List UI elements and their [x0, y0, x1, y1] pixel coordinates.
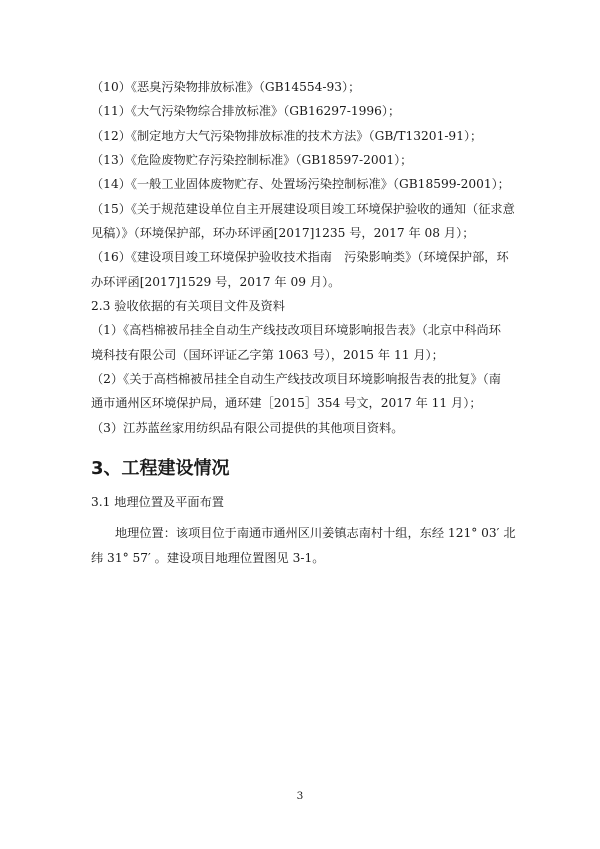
reference-3: （3）江苏蓝丝家用纺织品有限公司提供的其他项目资料。: [91, 421, 404, 435]
location-paragraph-line2: 纬 31° 57′ 。建设项目地理位置图见 3-1。: [91, 551, 325, 565]
standard-item-10: （10）《恶臭污染物排放标准》（GB14554-93）；: [91, 80, 361, 94]
standard-item-14: （14）《一般工业固体废物贮存、处置场污染控制标准》（GB18599-2001）；: [91, 177, 510, 191]
reference-1-line1: （1）《高档棉被吊挂全自动生产线技改项目环境影响报告表》（北京中科尚环: [91, 323, 501, 337]
standard-item-15-line1: （15）《关于规范建设单位自主开展建设项目竣工环境保护验收的通知（征求意: [91, 202, 515, 216]
location-paragraph-line1: 地理位置：该项目位于南通市通州区川姜镇志南村十组，东经 121° 03′ 北: [115, 526, 516, 540]
standard-item-11: （11）《大气污染物综合排放标准》（GB16297-1996）；: [91, 104, 401, 118]
reference-1-line2: 境科技有限公司（国环评证乙字第 1063 号），2015 年 11 月）；: [91, 348, 444, 362]
standard-item-15-line2: 见稿）》（环境保护部，环办环评函[2017]1235 号，2017 年 08 月）；: [91, 226, 475, 240]
section-2-3-heading: 2.3 验收依据的有关项目文件及资料: [91, 299, 285, 313]
standard-item-12: （12）《制定地方大气污染物排放标准的技术方法》（GB/T13201-91）；: [91, 129, 483, 143]
standard-item-13: （13）《危险废物贮存污染控制标准》（GB18597-2001）；: [91, 153, 413, 167]
section-3-heading: 3、工程建设情况: [91, 458, 230, 479]
page-number: 3: [296, 790, 304, 802]
reference-2-line2: 通市通州区环境保护局，通环建［2015］354 号文，2017 年 11 月）；: [91, 396, 482, 410]
standard-item-16-line1: （16）《建设项目竣工环境保护验收技术指南 污染影响类》（环境保护部，环: [91, 250, 509, 264]
standard-item-16-line2: 办环评函[2017]1529 号，2017 年 09 月）。: [91, 275, 341, 289]
section-3-1-heading: 3.1 地理位置及平面布置: [91, 495, 224, 509]
reference-2-line1: （2）《关于高档棉被吊挂全自动生产线技改项目环境影响报告表的批复》（南: [91, 372, 501, 386]
